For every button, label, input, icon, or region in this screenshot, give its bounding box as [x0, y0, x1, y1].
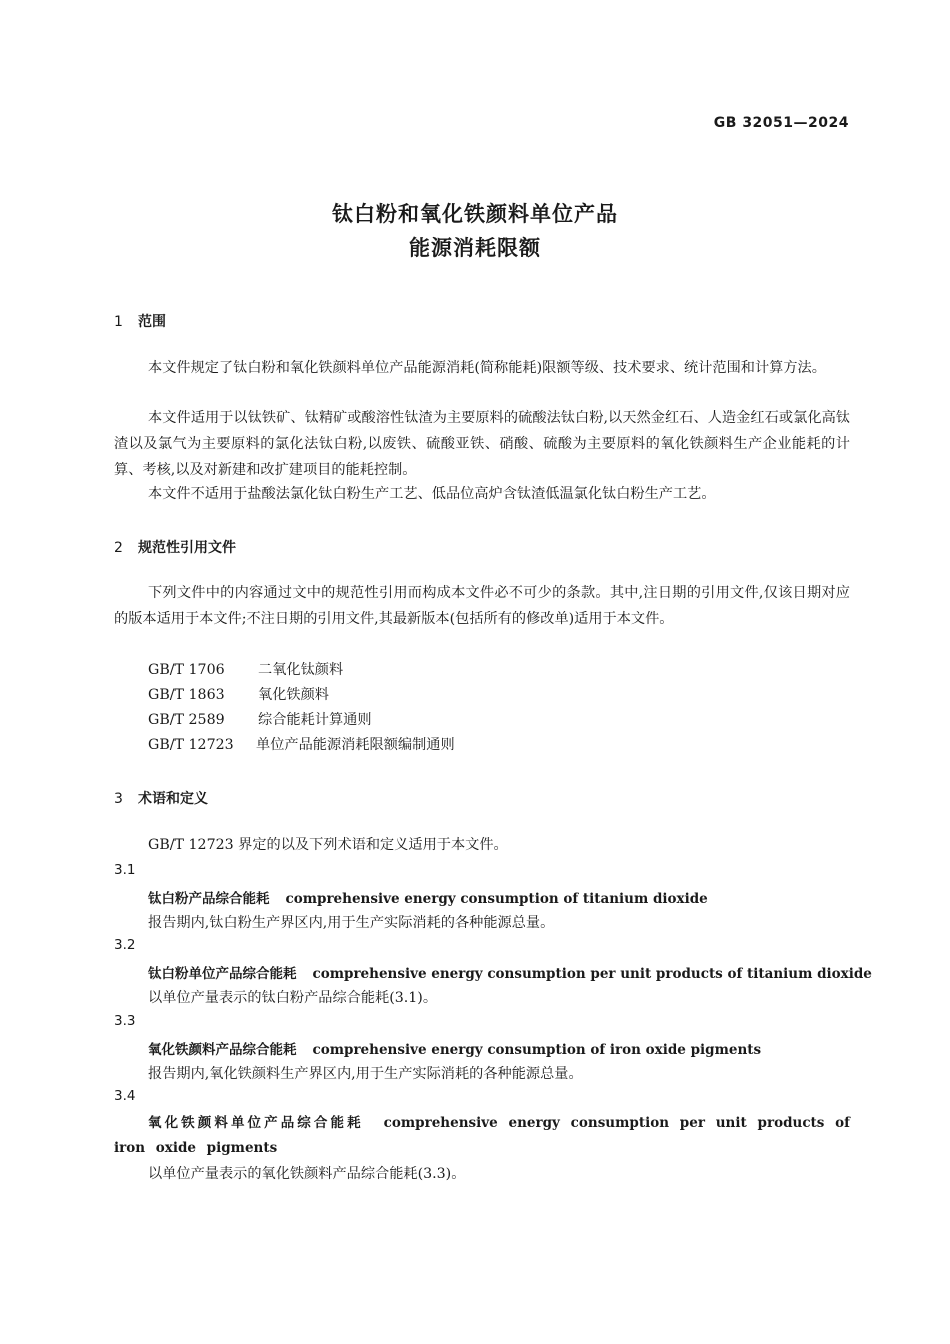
- term-definition: 以单位产量表示的钛白粉产品综合能耗(3.1)。: [148, 990, 438, 1006]
- term-entry: [114, 1111, 850, 1161]
- reference-code: GB/T 1706: [148, 662, 225, 678]
- reference-item: [148, 709, 372, 729]
- term-chinese: 氧化铁颜料单位产品综合能耗: [148, 1115, 364, 1131]
- reference-code: GB/T 1863: [148, 687, 225, 703]
- term-english: comprehensive energy consumption per unit products of titanium dioxide: [312, 966, 872, 982]
- reference-code: GB/T 12723: [148, 737, 234, 753]
- reference-title: 氧化铁颜料: [258, 687, 329, 703]
- section-number: 1: [114, 314, 123, 330]
- term-definition: 以单位产量表示的氧化铁颜料产品综合能耗(3.3)。: [148, 1166, 466, 1182]
- term-entry: [148, 1038, 761, 1058]
- reference-item: [148, 734, 455, 754]
- document-title-line-2: 能源消耗限额: [409, 236, 541, 260]
- section-heading-terms: [114, 788, 208, 808]
- term-definition: 报告期内,钛白粉生产界区内,用于生产实际消耗的各种能源总量。: [148, 915, 555, 931]
- term-chinese: 钛白粉单位产品综合能耗: [148, 966, 297, 982]
- term-english: comprehensive energy consumption of iron oxide pigments: [312, 1042, 762, 1058]
- term-definition: 报告期内,氧化铁颜料生产界区内,用于生产实际消耗的各种能源总量。: [148, 1066, 583, 1082]
- section-number: 2: [114, 540, 123, 556]
- term-entry: [148, 962, 872, 982]
- reference-title: 综合能耗计算通则: [258, 712, 372, 728]
- section-title: 范围: [138, 314, 166, 330]
- scope-paragraph-3: 本文件不适用于盐酸法氯化钛白粉生产工艺、低品位高炉含钛渣低温氯化钛白粉生产工艺。: [148, 486, 716, 502]
- reference-item: [148, 684, 329, 704]
- section-title: 规范性引用文件: [138, 540, 236, 556]
- term-english: comprehensive energy consumption of titanium dioxide: [285, 891, 708, 907]
- section-heading-scope: [114, 311, 166, 331]
- terms-intro: GB/T 12723 界定的以及下列术语和定义适用于本文件。: [148, 837, 508, 853]
- scope-paragraph-2: 本文件适用于以钛铁矿、钛精矿或酸溶性钛渣为主要原料的硫酸法钛白粉,以天然金红石、人造金红石或氯化高钛渣以及氯气为主要原料的氯化法钛白粉,以废铁、硫酸亚铁、硝酸、硫酸为主要原料的氧化铁颜料生产企业能耗的计算、考核,以及对新建和改扩建项目的能耗控制。: [114, 410, 850, 478]
- section-title: 术语和定义: [138, 791, 208, 807]
- clause-number: 3.1: [114, 862, 136, 878]
- clause-number: 3.3: [114, 1013, 136, 1029]
- standard-code: GB 32051—2024: [713, 115, 849, 131]
- term-english: comprehensive energy consumption per unit products of iron oxide pigments: [114, 1115, 850, 1156]
- clause-number: 3.4: [114, 1088, 136, 1104]
- term-chinese: 氧化铁颜料产品综合能耗: [148, 1042, 297, 1058]
- section-heading-references: [114, 537, 236, 557]
- term-entry: [148, 887, 708, 907]
- reference-item: [148, 659, 343, 679]
- reference-title: 二氧化钛颜料: [258, 662, 344, 678]
- references-intro: 下列文件中的内容通过文中的规范性引用而构成本文件必不可少的条款。其中,注日期的引用文件,仅该日期对应的版本适用于本文件;不注日期的引用文件,其最新版本(包括所有的修改单)适用于本文件。: [114, 585, 850, 627]
- reference-code: GB/T 2589: [148, 712, 225, 728]
- clause-number: 3.2: [114, 937, 136, 953]
- reference-title: 单位产品能源消耗限额编制通则: [256, 737, 455, 753]
- section-number: 3: [114, 791, 123, 807]
- document-title-line-1: 钛白粉和氧化铁颜料单位产品: [332, 202, 618, 226]
- term-chinese: 钛白粉产品综合能耗: [148, 891, 270, 907]
- scope-paragraph-1: 本文件规定了钛白粉和氧化铁颜料单位产品能源消耗(简称能耗)限额等级、技术要求、统计范围和计算方法。: [148, 360, 826, 376]
